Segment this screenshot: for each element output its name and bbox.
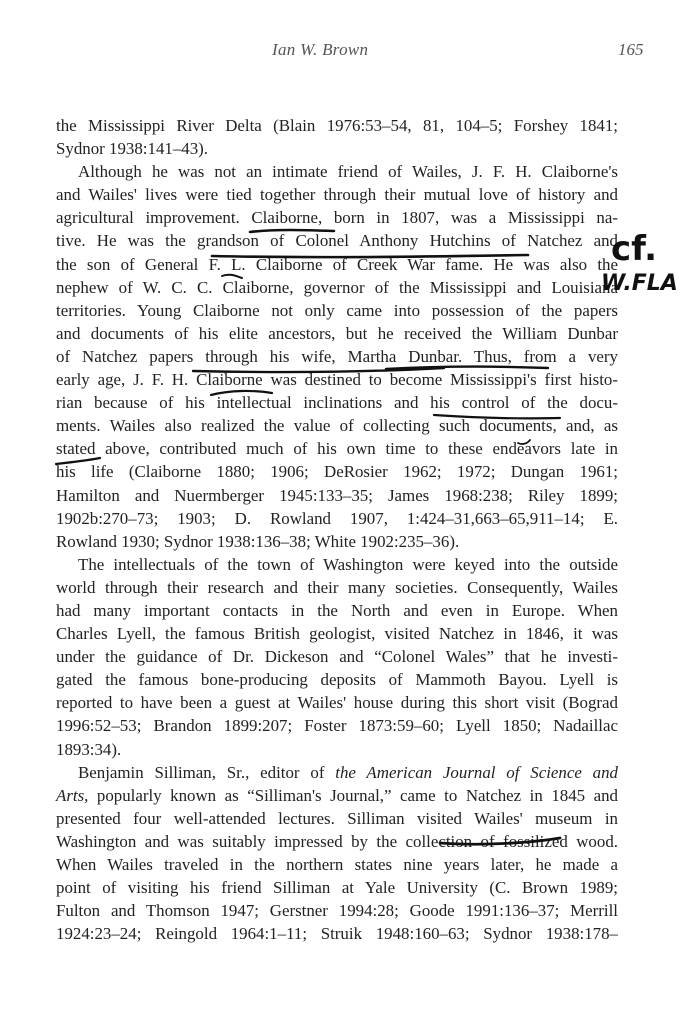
running-head-author: Ian W. Brown <box>272 40 369 59</box>
text-line: and Wailes' lives were tied together through their mutual love of history and <box>56 185 618 205</box>
journal-title-italic: the American Journal of Science and <box>335 762 618 782</box>
body-text <box>56 114 618 945</box>
text-line: 1924:23–24; Reingold 1964:1–11; Struik 1948:160–63; Sydnor 1938:178– <box>56 924 618 944</box>
text-line: Hamilton and Nuermberger 1945:133–35; James 1968:238; Riley 1899; <box>56 485 618 505</box>
text-line: his life (Claiborne 1880; 1906; DeRosier 1962; 1972; Dungan 1961; <box>56 462 618 482</box>
text-line: had many important contacts in the North and even in Europe. When <box>56 600 618 620</box>
journal-title-italic: Arts, <box>56 785 89 805</box>
text-line: 1902b:270–73; 1903; D. Rowland 1907, 1:424–31,663–65,911–14; E. <box>56 508 618 528</box>
text-line: Rowland 1930; Sydnor 1938:136–38; White 1902:235–36). <box>56 531 460 551</box>
text-line: the Mississippi River Delta (Blain 1976:53–54, 81, 104–5; Forshey 1841; <box>56 116 618 135</box>
text-line: of Natchez papers through his wife, Martha Dunbar. Thus, from a very <box>56 346 618 366</box>
text-line: reported to have been a guest at Wailes' house during this short visit (Bograd <box>56 693 618 713</box>
annotation-wfla: W.FLA <box>601 271 678 296</box>
text-line: stated above, contributed much of his own time to these endeavors late in <box>56 439 618 459</box>
text-line: world through their research and their many societies. Consequently, Wailes <box>56 577 618 597</box>
text-line: nephew of W. C. C. Claiborne, governor of the Mississippi and Louisiana <box>56 277 618 297</box>
text-line: the son of General F. L. Claiborne of Creek War fame. He was also the <box>56 254 618 274</box>
text-line: gated the famous bone-producing deposits of Mammoth Bayou. Lyell is <box>56 670 618 690</box>
handwritten-annotation <box>601 228 688 298</box>
text-line: Fulton and Thomson 1947; Gerstner 1994:28; Goode 1991:136–37; Merrill <box>56 901 618 921</box>
text-line: under the guidance of Dr. Dickeson and “Colonel Wales” that he investi- <box>56 647 618 667</box>
text-line: territories. Young Claiborne not only came into possession of the papers <box>56 300 618 320</box>
text-line: rian because of his intellectual inclinations and his control of the docu- <box>56 393 618 413</box>
text-run: Benjamin Silliman, Sr., editor of <box>78 762 336 782</box>
text-line: 1996:52–53; Brandon 1899:207; Foster 1873:59–60; Lyell 1850; Nadaillac <box>56 716 618 736</box>
text-line: early age, J. F. H. Claiborne was destined to become Mississippi's first histo- <box>56 370 618 390</box>
text-line: and documents of his elite ancestors, but he received the William Dunbar <box>56 323 618 343</box>
text-lines-silliman <box>56 807 618 946</box>
annotation-drawing <box>601 228 688 298</box>
text-lines <box>56 114 618 761</box>
text-line: presented four well-attended lectures. Silliman visited Wailes' museum in <box>56 808 618 828</box>
text-line-silliman-1 <box>56 761 618 784</box>
text-line: tive. He was the grandson of Colonel Anthony Hutchins of Natchez and <box>56 231 618 251</box>
text-line: point of visiting his friend Silliman at Yale University (C. Brown 1989; <box>56 878 618 898</box>
text-line: ments. Wailes also realized the value of collecting such documents, and, as <box>56 416 618 436</box>
text-line: Although he was not an intimate friend of Wailes, J. F. H. Claiborne's <box>78 162 618 182</box>
text-line: 1893:34). <box>56 739 122 759</box>
text-line: When Wailes traveled in the northern states nine years later, he made a <box>56 855 618 874</box>
text-line: Sydnor 1938:141–43). <box>56 139 209 159</box>
text-line: Washington and was suitably impressed by the collection of fossilized wood. <box>56 831 618 851</box>
running-head <box>0 40 688 64</box>
text-line: Charles Lyell, the famous British geologist, visited Natchez in 1846, it was <box>56 624 618 644</box>
text-line-silliman-2 <box>56 784 618 807</box>
annotation-cf: cf. <box>611 229 658 269</box>
page-number: 165 <box>618 40 644 59</box>
text-line: agricultural improvement. Claiborne, born in 1807, was a Mississippi na- <box>56 208 618 228</box>
text-run: popularly known as “Silliman's Journal,” came to Natchez in 1845 and <box>88 785 618 805</box>
text-line: The intellectuals of the town of Washington were keyed into the outside <box>78 554 618 574</box>
